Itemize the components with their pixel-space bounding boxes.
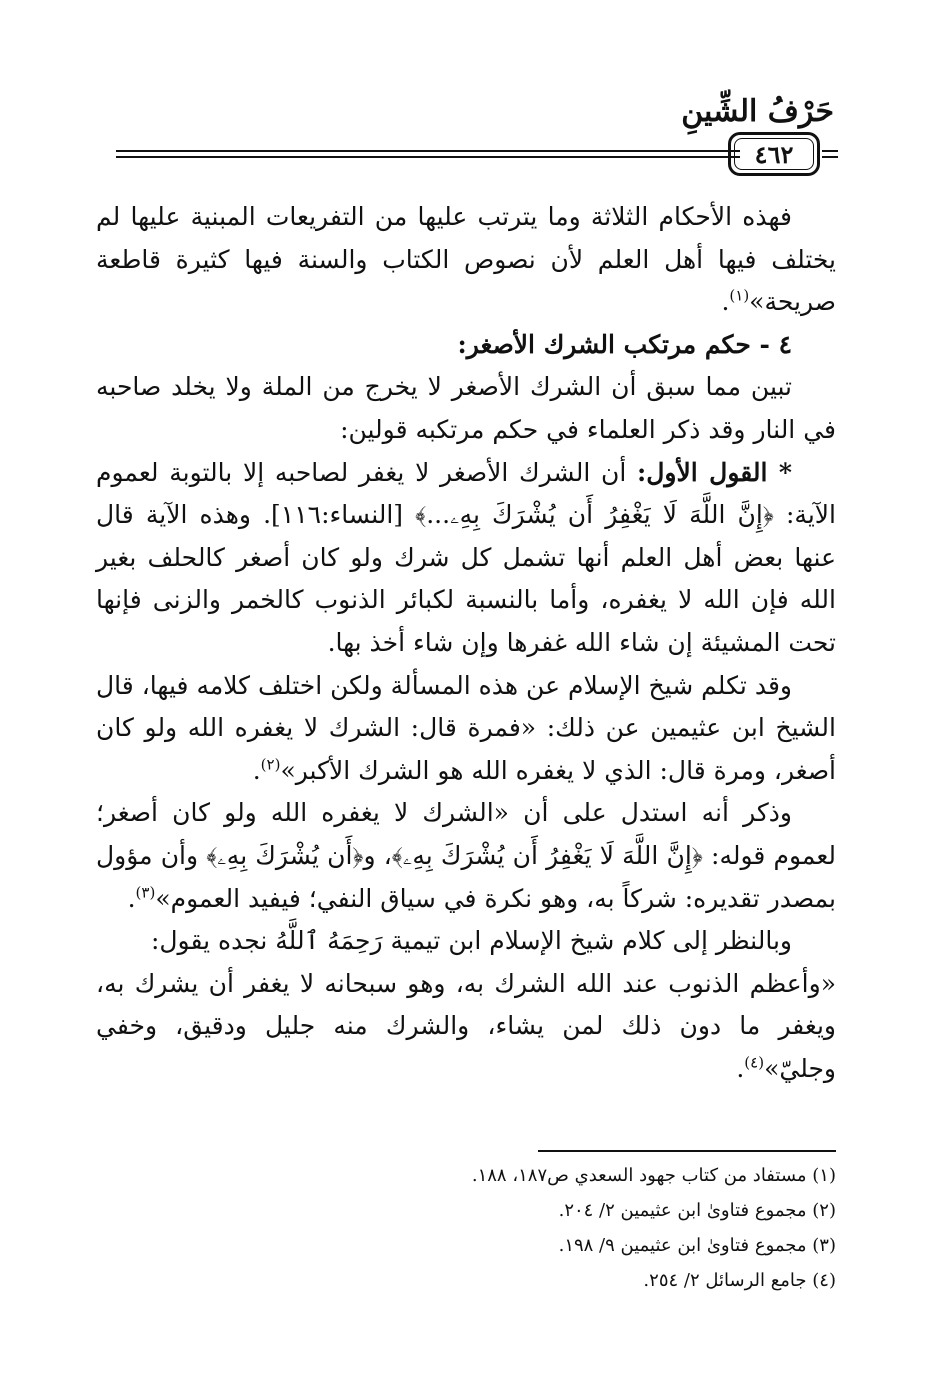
footnote-ref: (٣) xyxy=(135,883,156,902)
footnote-4: (٤) جامع الرسائل ٢/ ٢٥٤. xyxy=(643,1270,836,1291)
header-rule-end-top xyxy=(822,150,838,152)
chapter-title: حَرْفُ الشِّينِ xyxy=(681,94,834,129)
paragraph-text: وقد تكلم شيخ الإسلام عن هذه المسألة ولكن اختلف كلامه فيها، قال الشيخ ابن عثيمين عن ذلك: «فمرة قال: الشرك لا يغفره الله ولو كان أصغر، ومرة قال: الذي لا يغفره الله هو الشرك الأكبر» xyxy=(96,670,836,785)
paragraph-end: . xyxy=(127,883,136,913)
footnotes xyxy=(96,1158,836,1298)
paragraph xyxy=(96,792,836,920)
section-heading: ٤ - حكم مرتكب الشرك الأصغر: xyxy=(457,329,792,359)
paragraph-end: . xyxy=(252,755,261,785)
footnote-3: (٣) مجموع فتاوىٰ ابن عثيمين ٩/ ١٩٨. xyxy=(558,1235,836,1256)
paragraph xyxy=(96,452,836,665)
footnote-1: (١) مستفاد من كتاب جهود السعدي ص١٨٧، ١٨٨. xyxy=(471,1165,836,1186)
quotation-paragraph xyxy=(96,963,836,1091)
body-text xyxy=(96,196,836,1090)
page-number: ٤٦٢ xyxy=(734,138,814,170)
paragraph-end: . xyxy=(736,1053,745,1083)
paragraph-text: «وأعظم الذنوب عند الله الشرك به، وهو سبحانه لا يغفر أن يشرك به، ويغفر ما دون ذلك لمن يشاء، والشرك منه جليل ودقيق، وخفي وجليّ» xyxy=(96,968,836,1083)
page-number-frame xyxy=(728,132,820,176)
header-rule xyxy=(116,150,740,159)
paragraph-text: وذكر أنه استدل على أن «الشرك لا يغفره الله ولو كان أصغر؛ لعموم قوله: ﴿إِنَّ اللَّهَ لَا يَغْفِرُ أَن يُشْرَكَ بِهِۦ﴾، و﴿أَن يُشْرَكَ بِهِۦ﴾ وأن مؤول بمصدر تقديره: شركاً به، وهو نكرة في سياق النفي؛ فيفيد العموم» xyxy=(96,798,836,913)
footnote-ref: (٤) xyxy=(744,1053,765,1072)
paragraph: تبين مما سبق أن الشرك الأصغر لا يخرج من الملة ولا يخلد صاحبه في النار وقد ذكر العلماء في حكم مرتكبه قولين: xyxy=(96,372,836,444)
paragraph-text: أن الشرك الأصغر لا يغفر لصاحبه إلا بالتوبة لعموم الآية: ﴿إِنَّ اللَّهَ لَا يَغْفِرُ أَن يُشْرَكَ بِهِۦ...﴾ [النساء:١١٦]. وهذه الآية قال عنها بعض أهل العلم أنها تشمل كل شرك ولو كان أصغر كالحلف بغير الله فإن الله لا يغفره، وأما بالنسبة لكبائر الذنوب كالخمر والزنى فإنها تحت المشيئة إن شاء الله غفرها وإن شاء أخذ بها. xyxy=(96,457,836,657)
paragraph xyxy=(96,196,836,324)
paragraph xyxy=(96,665,836,793)
header-rule-end xyxy=(822,150,838,159)
header-rule-top-line xyxy=(116,150,740,152)
footnote-ref: (٢) xyxy=(260,755,281,774)
footnote-separator xyxy=(538,1150,836,1152)
paragraph-text: فهذه الأحكام الثلاثة وما يترتب عليها من التفريعات المبنية عليها لم يختلف فيها أهل العلم لأن نصوص الكتاب والسنة فيها كثيرة قاطعة صريحة» xyxy=(96,202,836,317)
first-opinion-label: * القول الأول: xyxy=(637,457,792,487)
header-rule-bottom-line xyxy=(116,156,740,158)
paragraph: وبالنظر إلى كلام شيخ الإسلام ابن تيمية رَحِمَهُ ٱللَّهُ نجده يقول: xyxy=(150,926,792,956)
footnote-ref: (١) xyxy=(729,286,750,305)
header-rule-end-bottom xyxy=(822,156,838,158)
footnote-2: (٢) مجموع فتاوىٰ ابن عثيمين ٢/ ٢٠٤. xyxy=(558,1200,836,1221)
paragraph-end: . xyxy=(721,287,730,317)
